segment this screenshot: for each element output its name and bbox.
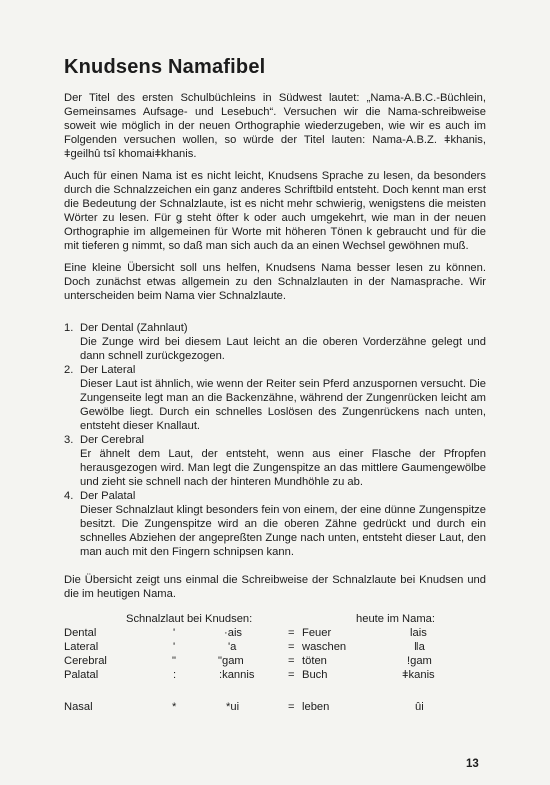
page-title: Knudsens Namafibel xyxy=(64,56,266,78)
table-row-label: Cerebral xyxy=(64,655,107,667)
list-item-palatal xyxy=(64,489,486,559)
table-row-meaning: töten xyxy=(302,655,327,667)
list-number: 3. xyxy=(64,434,74,446)
list-text: Dieser Laut ist ähnlich, wie wenn der Reiter sein Pferd anzuspornen versucht. Die Zungenseite legt man an die Backenzähne, während der Zungenrücken leicht am Gewölbe liegt. Durch ein schnelles Loslösen des Zungenrückens nach unten, entsteht dieser Knallaut. xyxy=(80,378,486,432)
table-row-meaning: waschen xyxy=(302,641,347,653)
table-row-label: Lateral xyxy=(64,641,99,653)
list-number: 4. xyxy=(64,490,74,502)
paragraph-intro: Der Titel des ersten Schulbüchleins in Südwest lautet: „Nama-A.B.C.-Büchlein, Gemeinsames Aufsage- und Lesebuch“. Versuchen wir die Nama-schreibweise soweit wie möglich in der neuen Orthographie wiederzugeben, wie wir es auch im Folgenden versuchen wollen, so würde der Titel lauten: Nama-A.B.Z. ǂkhanis, ǂgeilhû tsî khomaiǂkhanis. xyxy=(64,92,486,160)
table-row-eq: = xyxy=(288,627,295,639)
table-row-label: Nasal xyxy=(64,701,93,713)
table-row-knudsen: :kannis xyxy=(219,669,255,681)
list-item-dental xyxy=(64,321,486,363)
page-number: 13 xyxy=(466,758,479,770)
list-title: Der Cerebral xyxy=(80,434,145,446)
list-text: Er ähnelt dem Laut, der entsteht, wenn aus einer Flasche der Pfropfen herausgezogen wird. Man legt die Zungenspitze an das mittlere Gaumengewölbe und zieht sie schnell nach der hinteren Mundhöhle zu ab. xyxy=(80,448,486,488)
list-item-lateral xyxy=(64,363,486,433)
table-row-meaning: Feuer xyxy=(302,627,332,639)
click-table xyxy=(64,609,486,729)
table-row-symbol: ' xyxy=(173,641,176,653)
list-text: Die Zunge wird bei diesem Laut leicht an die oberen Vorderzähne gelegt und dann schnell zurückgezogen. xyxy=(80,336,486,362)
paragraph-overview: Eine kleine Übersicht soll uns helfen, Knudsens Nama besser lesen zu können. Doch zunächst etwas allgemein zu den Schnalzlauten in der Namasprache. Wir unterscheiden beim Nama vier Schnalzlaute. xyxy=(64,262,486,302)
paragraph-table-intro: Die Übersicht zeigt uns einmal die Schreibweise der Schnalzlaute bei Knudsen und die im heutigen Nama. xyxy=(64,574,486,600)
table-row-meaning: leben xyxy=(302,701,330,713)
list-title: Der Lateral xyxy=(80,364,136,376)
table-row-knudsen: "gam xyxy=(218,655,244,667)
table-row-knudsen: ·ais xyxy=(224,627,243,639)
list-number: 2. xyxy=(64,364,74,376)
table-row-today: ûi xyxy=(415,701,424,713)
table-row-knudsen: *ui xyxy=(226,701,240,713)
table-row-today: ǂkanis xyxy=(402,669,435,681)
table-row-today: !gam xyxy=(407,655,432,667)
table-row-symbol: " xyxy=(172,655,176,667)
paragraph-reading: Auch für einen Nama ist es nicht leicht, Knudsens Sprache zu lesen, da besonders durch die Schnalzzeichen ein ganz anderes Schriftbild entsteht. Doch kennt man erst die Bedeutung der Schnalzlaute, ist es nicht mehr schwierig, wenigstens die meisten Wörter zu lesen. Für ǥ steht öfter k oder auch umgekehrt, wie man in der neuen Orthographie im allgemeinen für Worte mit höheren Tönen k gebraucht und für die mit tieferen g nimmt, so daß man sich auch da an einen Wechsel gewöhnen muß. xyxy=(64,170,486,252)
table-row-symbol: : xyxy=(173,669,177,681)
table-row-today: lais xyxy=(410,627,427,639)
table-header-today: heute im Nama: xyxy=(356,613,435,625)
click-list xyxy=(64,321,486,559)
table-row-today: ǁa xyxy=(414,641,425,653)
table-row-eq: = xyxy=(288,701,295,713)
table-row-label: Dental xyxy=(64,627,97,639)
table-row-meaning: Buch xyxy=(302,669,328,681)
table-row-symbol: * xyxy=(172,701,177,713)
table-row-eq: = xyxy=(288,641,295,653)
list-number: 1. xyxy=(64,322,74,334)
list-item-cerebral xyxy=(64,433,486,489)
table-row-knudsen: 'a xyxy=(228,641,237,653)
table-row-eq: = xyxy=(288,669,295,681)
list-text: Dieser Schnalzlaut klingt besonders fein von einem, der eine dünne Zungenspitze besitzt. Die Zungenspitze wird an die oberen Zähne gedrückt und durch ein schnelles Abziehen der angepreßten Zunge nach unten, entsteht dieser Laut, den man auch mit den Fingern schnipsen kann. xyxy=(80,504,486,558)
table-row-eq: = xyxy=(288,655,295,667)
list-title: Der Palatal xyxy=(80,490,136,502)
table-header-knudsen: Schnalzlaut bei Knudsen: xyxy=(126,613,253,625)
table-row-label: Palatal xyxy=(64,669,99,681)
list-title: Der Dental (Zahnlaut) xyxy=(80,322,188,334)
page xyxy=(64,56,486,729)
table-row-symbol: ' xyxy=(173,627,176,639)
